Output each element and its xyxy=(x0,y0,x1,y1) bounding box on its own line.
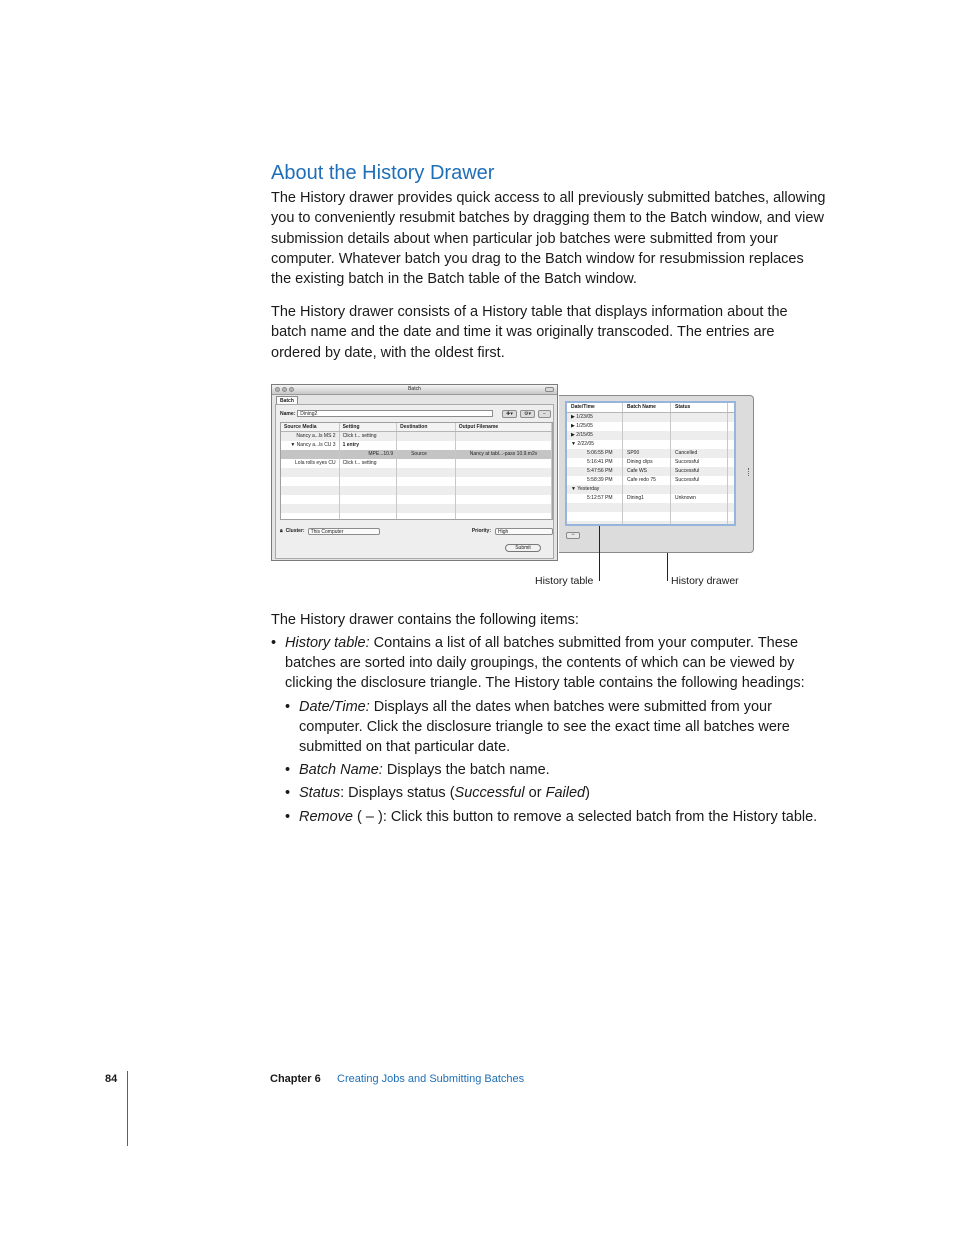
item-term: History table: xyxy=(285,635,370,651)
action-menu-button[interactable]: ⚙▾ xyxy=(520,410,535,418)
table-cell: Successful xyxy=(671,476,728,485)
batch-table xyxy=(280,422,553,520)
item-text: ) xyxy=(585,785,590,802)
table-cell: 5:16:41 PM xyxy=(567,458,623,467)
table-cell: 1 entry xyxy=(340,441,398,450)
section-heading: About the History Drawer xyxy=(271,162,495,184)
table-cell xyxy=(623,485,671,494)
table-cell: ▶ 1/23/05 xyxy=(567,413,623,422)
item-term: Batch Name: xyxy=(299,762,383,779)
item-term: Failed xyxy=(545,785,586,802)
item-text: Displays all the dates when batches were submitted from your computer. Click the disclosure triangle to see the exact time all batches were submitted on that particular date. xyxy=(299,698,790,756)
item-text: : Displays status ( xyxy=(340,785,455,802)
footer-divider xyxy=(127,1071,128,1146)
table-cell: Cancelled xyxy=(671,449,728,458)
page-number: 84 xyxy=(105,1073,118,1085)
history-drawer xyxy=(559,395,754,553)
column-header[interactable]: Date/Time xyxy=(567,403,623,412)
history-row[interactable] xyxy=(567,431,734,440)
history-row[interactable] xyxy=(567,476,734,485)
minimize-icon[interactable] xyxy=(282,387,287,392)
list-item xyxy=(285,760,827,780)
table-cell xyxy=(671,440,728,449)
column-header[interactable]: Output Filename xyxy=(456,423,552,431)
table-row[interactable] xyxy=(281,459,552,468)
history-row[interactable] xyxy=(567,467,734,476)
priority-label: Priority: xyxy=(471,528,491,534)
item-text: or xyxy=(524,785,546,802)
table-cell: Dining clips xyxy=(623,458,671,467)
history-row[interactable] xyxy=(567,485,734,494)
table-row[interactable] xyxy=(281,450,552,459)
zoom-icon[interactable] xyxy=(289,387,294,392)
options-row xyxy=(280,527,553,535)
priority-select[interactable]: High xyxy=(495,528,553,535)
item-text: Contains a list of all batches submitted from your computer. These batches are sorted into daily groupings, the contents of which can be viewed by clicking the disclosure triangle. The History table contains the following headings: xyxy=(285,635,805,692)
table-row[interactable] xyxy=(281,477,552,486)
table-row[interactable] xyxy=(281,432,552,441)
item-term: Date/Time: xyxy=(299,698,370,715)
batch-panel xyxy=(275,404,554,559)
table-cell xyxy=(456,441,552,450)
table-cell: 5:06:55 PM xyxy=(567,449,623,458)
remove-button[interactable]: − xyxy=(538,410,551,418)
paragraph-2: The History drawer consists of a History table that displays information about the batch name and the date and time it was originally transcoded. The entries are ordered by date, with the oldest first. xyxy=(271,304,788,361)
footer-chapter-title[interactable]: Creating Jobs and Submitting Batches xyxy=(337,1073,525,1085)
table-row[interactable] xyxy=(281,486,552,495)
callout-history-drawer: History drawer xyxy=(671,575,739,587)
table-cell: Lola rolls eyes CU xyxy=(281,459,340,468)
toolbar-toggle-button[interactable] xyxy=(545,387,554,392)
item-term: Remove xyxy=(299,808,353,825)
batch-window xyxy=(271,384,558,561)
item-text: ( – ) xyxy=(353,808,383,825)
table-cell xyxy=(671,485,728,494)
column-header[interactable]: Destination xyxy=(397,423,456,431)
table-cell: Cafe WS xyxy=(623,467,671,476)
table-row[interactable] xyxy=(281,513,552,520)
cluster-label: Cluster: xyxy=(285,528,305,534)
table-cell xyxy=(623,431,671,440)
table-cell: 5:12:57 PM xyxy=(567,494,623,503)
list-item xyxy=(271,633,827,827)
batch-name-input[interactable]: Dining2 xyxy=(297,410,493,417)
history-row[interactable] xyxy=(567,512,734,521)
table-cell: Click t... setting xyxy=(340,459,398,468)
submit-button[interactable]: Submit xyxy=(505,544,541,552)
list-item xyxy=(285,783,827,803)
table-cell: SP00 xyxy=(623,449,671,458)
drawer-resize-handle[interactable] xyxy=(748,468,751,476)
history-remove-button[interactable]: − xyxy=(566,532,580,539)
history-row[interactable] xyxy=(567,413,734,422)
item-term: Successful xyxy=(454,785,525,802)
callout-line-history-table xyxy=(599,526,600,581)
item-text: Displays the batch name. xyxy=(382,762,550,779)
table-cell: Cafe redo 75 xyxy=(623,476,671,485)
table-cell xyxy=(623,413,671,422)
table-cell: Successful xyxy=(671,458,728,467)
column-header[interactable]: Status xyxy=(671,403,728,412)
table-cell: ▼ 2/22/05 xyxy=(567,440,623,449)
table-cell xyxy=(456,432,552,441)
table-cell: Successful xyxy=(671,467,728,476)
table-cell: ▶ 1/25/05 xyxy=(567,422,623,431)
history-row[interactable] xyxy=(567,449,734,458)
sub-items-list xyxy=(285,697,827,827)
column-header[interactable]: Source Media xyxy=(281,423,340,431)
window-title: Batch xyxy=(408,386,421,392)
item-term: Status xyxy=(299,785,341,802)
table-cell xyxy=(671,431,728,440)
batch-table-header xyxy=(281,423,552,432)
table-cell xyxy=(281,450,340,459)
table-cell xyxy=(671,422,728,431)
table-cell: Dining1 xyxy=(623,494,671,503)
item-text: : Click this button to remove a selected batch from the History table. xyxy=(382,808,818,825)
table-cell: Click t... setting xyxy=(340,432,398,441)
name-label: Name: xyxy=(280,410,296,417)
table-cell xyxy=(623,422,671,431)
history-row[interactable] xyxy=(567,422,734,431)
table-cell: ▼ Yesterday xyxy=(567,485,623,494)
table-cell: 5:47:56 PM xyxy=(567,467,623,476)
callout-line-history-drawer xyxy=(667,553,668,581)
table-cell: Nancy at tabl...-pass 10.9.m2v xyxy=(456,450,552,459)
history-row[interactable] xyxy=(567,458,734,467)
list-item xyxy=(285,697,827,758)
table-cell: ▶ 2/15/05 xyxy=(567,431,623,440)
list-item xyxy=(285,807,827,827)
table-cell: MPE...10.9 xyxy=(340,450,398,459)
history-row[interactable] xyxy=(567,494,734,503)
paragraph-1: The History drawer provides quick access to all previously submitted batches, allowing you to conveniently resubmit batches by dragging them to the Batch window, and view submission details about when particular job batches were submitted from your computer. Whatever batch you drag to the Batch window for resubmission replaces the existing batch in the Batch table of the Batch window. xyxy=(271,190,826,288)
table-cell: ▼ Nancy a...ls CU 3 xyxy=(281,441,340,450)
window-titlebar xyxy=(272,385,557,395)
table-row[interactable] xyxy=(281,468,552,477)
table-cell: 5:58:39 PM xyxy=(567,476,623,485)
callout-history-table: History table xyxy=(535,575,594,587)
table-cell xyxy=(671,413,728,422)
close-icon[interactable] xyxy=(275,387,280,392)
table-cell: Unknown xyxy=(671,494,728,503)
table-cell xyxy=(456,459,552,468)
table-cell xyxy=(623,440,671,449)
history-drawer-figure xyxy=(271,384,755,564)
history-table xyxy=(565,401,736,526)
table-cell: Source xyxy=(397,450,456,459)
name-row xyxy=(280,410,493,417)
table-row[interactable] xyxy=(281,504,552,513)
table-cell: Nancy a...ls MS 2 xyxy=(281,432,340,441)
column-header[interactable]: Setting xyxy=(340,423,398,431)
history-row[interactable] xyxy=(567,503,734,512)
window-controls xyxy=(275,387,294,392)
cluster-select[interactable]: This Computer xyxy=(308,528,380,535)
column-header[interactable]: Batch Name xyxy=(623,403,671,412)
history-row[interactable] xyxy=(567,521,734,526)
table-row[interactable] xyxy=(281,441,552,450)
items-list xyxy=(271,633,827,830)
table-row[interactable] xyxy=(281,495,552,504)
footer-chapter: Chapter 6 xyxy=(270,1073,321,1085)
items-intro: The History drawer contains the following items: xyxy=(271,612,579,628)
tab-batch[interactable]: Batch xyxy=(276,396,298,405)
lock-icon[interactable]: 🔒︎ xyxy=(280,528,283,534)
add-settings-button[interactable]: ✚▾ xyxy=(502,410,517,418)
history-row[interactable] xyxy=(567,440,734,449)
table-cell xyxy=(397,432,456,441)
history-table-header xyxy=(567,403,734,413)
table-cell xyxy=(397,441,456,450)
table-cell xyxy=(397,459,456,468)
